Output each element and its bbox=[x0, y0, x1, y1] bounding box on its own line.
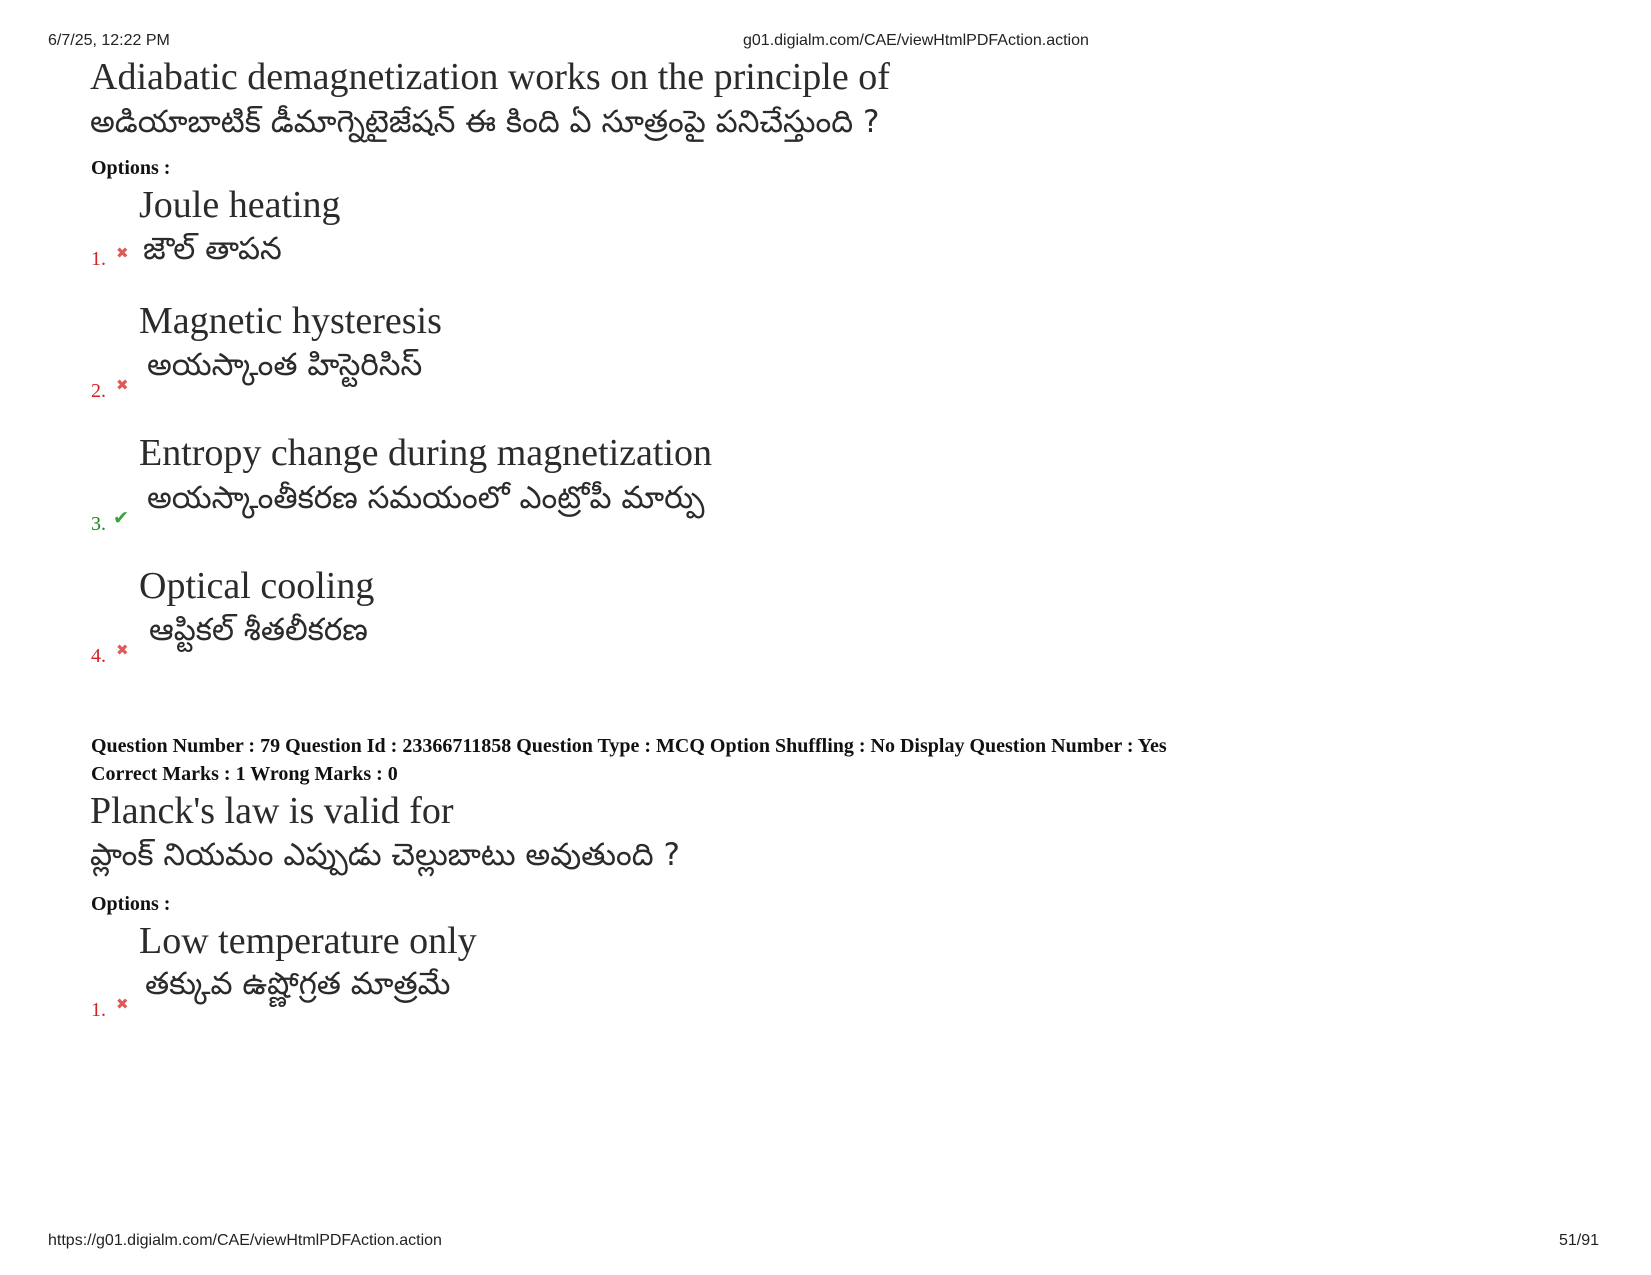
q78-option-1-text-en: Joule heating bbox=[139, 184, 341, 226]
print-datetime: 6/7/25, 12:22 PM bbox=[48, 32, 170, 49]
question-78-text-en: Adiabatic demagnetization works on the principle of bbox=[90, 56, 890, 98]
q79-option-1-wrong-icon: ✖ bbox=[116, 995, 129, 1013]
q78-option-1-wrong-icon: ✖ bbox=[116, 244, 129, 262]
q78-option-3-correct-icon: ✔ bbox=[113, 507, 129, 529]
q78-option-2-text-en: Magnetic hysteresis bbox=[139, 300, 442, 342]
q78-option-4-text-te: ఆప్టికల్ శీతలీకరణ bbox=[149, 612, 368, 648]
q78-option-4-number: 4. bbox=[91, 645, 106, 667]
question-79-meta-line-2: Correct Marks : 1 Wrong Marks : 0 bbox=[91, 763, 398, 785]
q78-option-1-text-te: జౌల్ తాపన bbox=[143, 231, 282, 267]
q78-option-3-number: 3. bbox=[91, 513, 106, 535]
print-footer-url: https://g01.digialm.com/CAE/viewHtmlPDFAction.action bbox=[48, 1232, 442, 1249]
question-78-text-te: అడియాబాటిక్ డీమాగ్నెటైజేషన్ ఈ కింది ఏ సూత్రంపై పనిచేస్తుంది ? bbox=[90, 104, 880, 140]
question-79-options-label: Options : bbox=[91, 893, 171, 915]
question-78-options-label: Options : bbox=[91, 157, 171, 179]
q78-option-4-text-en: Optical cooling bbox=[139, 565, 375, 607]
q78-option-4-wrong-icon: ✖ bbox=[116, 641, 129, 659]
print-page-number: 51/91 bbox=[1558, 1232, 1599, 1249]
q78-option-3-text-en: Entropy change during magnetization bbox=[139, 432, 712, 474]
q79-option-1-number: 1. bbox=[91, 999, 106, 1021]
question-79-meta-line-1: Question Number : 79 Question Id : 23366711858 Question Type : MCQ Option Shuffling : No Display Question Number : Yes bbox=[91, 735, 1167, 757]
question-79-text-te: ప్లాంక్ నియమం ఎప్పుడు చెల్లుబాటు అవుతుంది ? bbox=[90, 837, 680, 873]
q78-option-1-number: 1. bbox=[91, 248, 106, 270]
q78-option-2-text-te: అయస్కాంత హిస్టెరిసిస్ bbox=[147, 347, 423, 383]
q78-option-3-text-te: అయస్కాంతీకరణ సమయంలో ఎంట్రోపీ మార్పు bbox=[147, 480, 705, 516]
q79-option-1-text-en: Low temperature only bbox=[139, 920, 477, 962]
q79-option-1-text-te: తక్కువ ఉష్ణోగ్రత మాత్రమే bbox=[145, 966, 451, 1002]
q78-option-2-wrong-icon: ✖ bbox=[116, 376, 129, 394]
question-79-text-en: Planck's law is valid for bbox=[90, 790, 454, 832]
q78-option-2-number: 2. bbox=[91, 380, 106, 402]
print-page-title: g01.digialm.com/CAE/viewHtmlPDFAction.action bbox=[743, 32, 1089, 49]
